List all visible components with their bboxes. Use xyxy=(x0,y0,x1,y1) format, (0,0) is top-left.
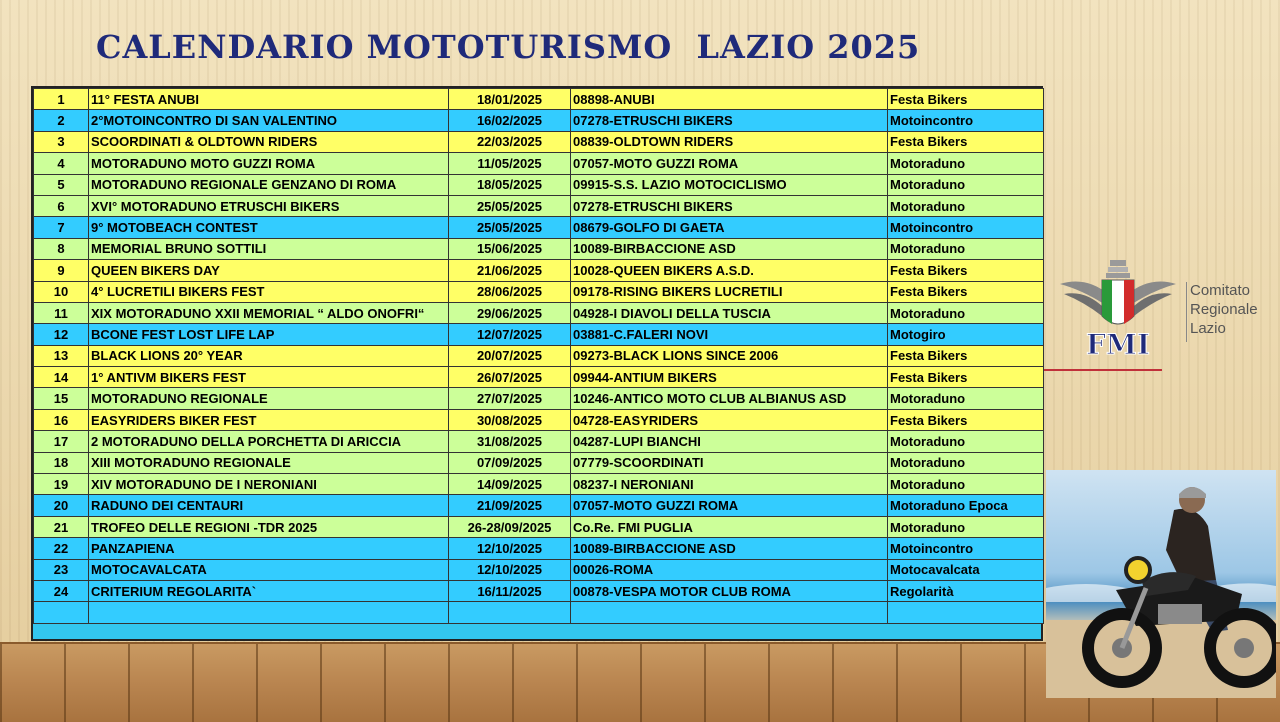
table-row xyxy=(34,431,1044,452)
table-row xyxy=(34,538,1044,559)
row-number: 18 xyxy=(34,452,89,473)
table-row xyxy=(34,324,1044,345)
empty-cell xyxy=(888,602,1044,623)
event-type: Motoraduno xyxy=(888,388,1044,409)
event-club: 07278-ETRUSCHI BIKERS xyxy=(571,110,888,131)
event-club: 09944-ANTIUM BIKERS xyxy=(571,367,888,388)
event-date: 15/06/2025 xyxy=(449,238,571,259)
event-date: 31/08/2025 xyxy=(449,431,571,452)
event-type: Festa Bikers xyxy=(888,89,1044,110)
row-number: 11 xyxy=(34,302,89,323)
table-row xyxy=(34,474,1044,495)
table-row xyxy=(34,302,1044,323)
event-date: 12/10/2025 xyxy=(449,559,571,580)
row-number: 5 xyxy=(34,174,89,195)
empty-row xyxy=(34,602,1044,623)
logo-line-3: Lazio xyxy=(1190,320,1226,337)
table-row xyxy=(34,345,1044,366)
event-date: 21/09/2025 xyxy=(449,495,571,516)
row-number: 4 xyxy=(34,153,89,174)
event-name: 9° MOTOBEACH CONTEST xyxy=(89,217,449,238)
event-date: 26/07/2025 xyxy=(449,367,571,388)
event-date: 29/06/2025 xyxy=(449,302,571,323)
event-type: Motoraduno xyxy=(888,195,1044,216)
event-name: TROFEO DELLE REGIONI -TDR 2025 xyxy=(89,516,449,537)
row-number: 1 xyxy=(34,89,89,110)
row-number: 12 xyxy=(34,324,89,345)
row-number: 16 xyxy=(34,409,89,430)
event-type: Motoraduno xyxy=(888,431,1044,452)
event-name: MOTORADUNO REGIONALE GENZANO DI ROMA xyxy=(89,174,449,195)
event-type: Festa Bikers xyxy=(888,260,1044,281)
event-type: Motoraduno Epoca xyxy=(888,495,1044,516)
event-type: Festa Bikers xyxy=(888,367,1044,388)
row-number: 14 xyxy=(34,367,89,388)
table-row xyxy=(34,217,1044,238)
logo-line-1: Comitato xyxy=(1190,282,1251,299)
event-club: 07278-ETRUSCHI BIKERS xyxy=(571,195,888,216)
event-date: 16/02/2025 xyxy=(449,110,571,131)
event-type: Motoraduno xyxy=(888,174,1044,195)
event-club: 04728-EASYRIDERS xyxy=(571,409,888,430)
row-number: 24 xyxy=(34,580,89,601)
table-row xyxy=(34,153,1044,174)
event-club: 08237-I NERONIANI xyxy=(571,474,888,495)
logo-divider xyxy=(1186,282,1187,342)
event-date: 30/08/2025 xyxy=(449,409,571,430)
accent-line xyxy=(1044,369,1162,371)
event-type: Regolarità xyxy=(888,580,1044,601)
event-club: 09178-RISING BIKERS LUCRETILI xyxy=(571,281,888,302)
event-type: Festa Bikers xyxy=(888,131,1044,152)
event-date: 20/07/2025 xyxy=(449,345,571,366)
event-type: Motoincontro xyxy=(888,110,1044,131)
table-row xyxy=(34,89,1044,110)
row-number: 2 xyxy=(34,110,89,131)
logo-caption xyxy=(1190,281,1258,338)
event-club: 10028-QUEEN BIKERS A.S.D. xyxy=(571,260,888,281)
event-date: 25/05/2025 xyxy=(449,217,571,238)
event-name: BLACK LIONS 20° YEAR xyxy=(89,345,449,366)
event-club: 09915-S.S. LAZIO MOTOCICLISMO xyxy=(571,174,888,195)
table-row xyxy=(34,260,1044,281)
event-type: Motoraduno xyxy=(888,153,1044,174)
event-type: Motogiro xyxy=(888,324,1044,345)
empty-cell xyxy=(571,602,888,623)
event-name: QUEEN BIKERS DAY xyxy=(89,260,449,281)
events-table xyxy=(31,86,1043,641)
event-club: 03881-C.FALERI NOVI xyxy=(571,324,888,345)
event-date: 26-28/09/2025 xyxy=(449,516,571,537)
event-type: Motocavalcata xyxy=(888,559,1044,580)
empty-cell xyxy=(34,602,89,623)
event-club: 09273-BLACK LIONS SINCE 2006 xyxy=(571,345,888,366)
logo-letters: FMI xyxy=(1086,328,1150,360)
event-type: Motoraduno xyxy=(888,474,1044,495)
event-date: 21/06/2025 xyxy=(449,260,571,281)
event-date: 12/10/2025 xyxy=(449,538,571,559)
event-date: 27/07/2025 xyxy=(449,388,571,409)
table-row xyxy=(34,174,1044,195)
table-row xyxy=(34,388,1044,409)
event-date: 07/09/2025 xyxy=(449,452,571,473)
event-date: 18/05/2025 xyxy=(449,174,571,195)
event-name: MOTORADUNO MOTO GUZZI ROMA xyxy=(89,153,449,174)
table-row xyxy=(34,409,1044,430)
event-name: 2°MOTOINCONTRO DI SAN VALENTINO xyxy=(89,110,449,131)
row-number: 23 xyxy=(34,559,89,580)
row-number: 15 xyxy=(34,388,89,409)
table-row xyxy=(34,367,1044,388)
event-name: PANZAPIENA xyxy=(89,538,449,559)
empty-cell xyxy=(89,602,449,623)
table-row xyxy=(34,110,1044,131)
event-type: Festa Bikers xyxy=(888,345,1044,366)
event-date: 18/01/2025 xyxy=(449,89,571,110)
row-number: 10 xyxy=(34,281,89,302)
event-club: Co.Re. FMI PUGLIA xyxy=(571,516,888,537)
row-number: 3 xyxy=(34,131,89,152)
event-date: 16/11/2025 xyxy=(449,580,571,601)
event-name: SCOORDINATI & OLDTOWN RIDERS xyxy=(89,131,449,152)
event-type: Festa Bikers xyxy=(888,409,1044,430)
event-name: XIV MOTORADUNO DE I NERONIANI xyxy=(89,474,449,495)
table-row xyxy=(34,559,1044,580)
event-name: MEMORIAL BRUNO SOTTILI xyxy=(89,238,449,259)
page-title: CALENDARIO MOTOTURISMO LAZIO 2025 xyxy=(96,28,921,66)
event-name: CRITERIUM REGOLARITA` xyxy=(89,580,449,601)
event-name: XIII MOTORADUNO REGIONALE xyxy=(89,452,449,473)
row-number: 9 xyxy=(34,260,89,281)
event-club: 07057-MOTO GUZZI ROMA xyxy=(571,153,888,174)
table-row xyxy=(34,452,1044,473)
empty-cell xyxy=(449,602,571,623)
event-name: XVI° MOTORADUNO ETRUSCHI BIKERS xyxy=(89,195,449,216)
event-name: 2 MOTORADUNO DELLA PORCHETTA DI ARICCIA xyxy=(89,431,449,452)
fmi-logo xyxy=(1056,256,1180,360)
event-type: Motoraduno xyxy=(888,302,1044,323)
row-number: 20 xyxy=(34,495,89,516)
biker-photo xyxy=(1046,470,1276,698)
event-type: Motoraduno xyxy=(888,238,1044,259)
event-club: 10089-BIRBACCIONE ASD xyxy=(571,538,888,559)
event-type: Motoraduno xyxy=(888,452,1044,473)
event-date: 22/03/2025 xyxy=(449,131,571,152)
table-row xyxy=(34,495,1044,516)
row-number: 13 xyxy=(34,345,89,366)
table-row xyxy=(34,238,1044,259)
event-club: 10089-BIRBACCIONE ASD xyxy=(571,238,888,259)
row-number: 17 xyxy=(34,431,89,452)
table-row xyxy=(34,580,1044,601)
event-club: 08839-OLDTOWN RIDERS xyxy=(571,131,888,152)
event-club: 00878-VESPA MOTOR CLUB ROMA xyxy=(571,580,888,601)
event-club: 04287-LUPI BIANCHI xyxy=(571,431,888,452)
event-name: RADUNO DEI CENTAURI xyxy=(89,495,449,516)
row-number: 21 xyxy=(34,516,89,537)
event-club: 04928-I DIAVOLI DELLA TUSCIA xyxy=(571,302,888,323)
event-name: XIX MOTORADUNO XXII MEMORIAL “ ALDO ONOFRI“ xyxy=(89,302,449,323)
event-date: 14/09/2025 xyxy=(449,474,571,495)
event-date: 25/05/2025 xyxy=(449,195,571,216)
event-name: 11° FESTA ANUBI xyxy=(89,89,449,110)
event-club: 00026-ROMA xyxy=(571,559,888,580)
event-date: 12/07/2025 xyxy=(449,324,571,345)
event-date: 28/06/2025 xyxy=(449,281,571,302)
event-name: BCONE FEST LOST LIFE LAP xyxy=(89,324,449,345)
event-club: 08898-ANUBI xyxy=(571,89,888,110)
row-number: 19 xyxy=(34,474,89,495)
event-name: MOTOCAVALCATA xyxy=(89,559,449,580)
event-name: 4° LUCRETILI BIKERS FEST xyxy=(89,281,449,302)
logo-line-2: Regionale xyxy=(1190,301,1258,318)
table-row xyxy=(34,131,1044,152)
event-name: 1° ANTIVM BIKERS FEST xyxy=(89,367,449,388)
event-club: 07057-MOTO GUZZI ROMA xyxy=(571,495,888,516)
event-name: EASYRIDERS BIKER FEST xyxy=(89,409,449,430)
table-row xyxy=(34,195,1044,216)
table-row xyxy=(34,281,1044,302)
row-number: 6 xyxy=(34,195,89,216)
event-club: 10246-ANTICO MOTO CLUB ALBIANUS ASD xyxy=(571,388,888,409)
event-type: Motoincontro xyxy=(888,217,1044,238)
event-name: MOTORADUNO REGIONALE xyxy=(89,388,449,409)
event-club: 08679-GOLFO DI GAETA xyxy=(571,217,888,238)
event-type: Motoincontro xyxy=(888,538,1044,559)
row-number: 8 xyxy=(34,238,89,259)
row-number: 22 xyxy=(34,538,89,559)
row-number: 7 xyxy=(34,217,89,238)
table-row xyxy=(34,516,1044,537)
event-type: Festa Bikers xyxy=(888,281,1044,302)
event-date: 11/05/2025 xyxy=(449,153,571,174)
event-club: 07779-SCOORDINATI xyxy=(571,452,888,473)
event-type: Motoraduno xyxy=(888,516,1044,537)
